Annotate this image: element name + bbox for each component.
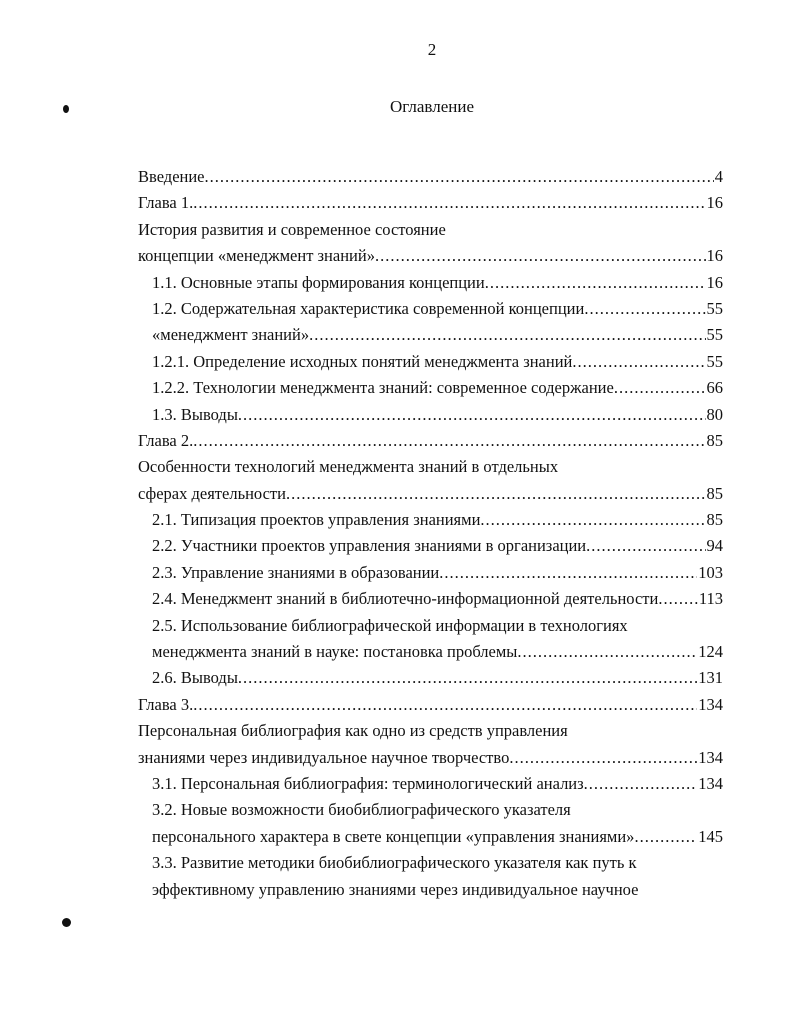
toc-leader-dots bbox=[584, 298, 705, 320]
toc-leader-dots bbox=[238, 667, 697, 689]
toc-page-number: 55 bbox=[706, 325, 723, 345]
toc-entry bbox=[138, 799, 723, 825]
toc-leader-dots bbox=[586, 535, 705, 557]
toc-leader-dots bbox=[238, 404, 706, 426]
toc-entry-text: Введение bbox=[138, 167, 205, 186]
toc-entry-text: «менеджмент знаний» bbox=[152, 325, 310, 345]
page-number: 2 bbox=[427, 40, 437, 59]
toc-entry-text: 3.2. Новые возможности биобиблиографического указателя bbox=[152, 800, 571, 820]
toc-entry-text: персонального характера в свете концепции «управления знаниями» bbox=[152, 826, 635, 846]
toc-entry-text: 2.6. Выводы bbox=[152, 668, 238, 688]
toc-entry bbox=[138, 404, 723, 430]
toc-entry bbox=[138, 535, 723, 561]
toc-page-number: 134 bbox=[698, 694, 723, 714]
toc-entry-text: 1.2.1. Определение исходных понятий менеджмента знаний bbox=[152, 351, 573, 371]
toc-entry-text: 3.1. Персональная библиография: терминологический анализ bbox=[152, 773, 584, 793]
toc-leader-dots bbox=[658, 588, 698, 610]
toc-page-number: 131 bbox=[698, 668, 723, 688]
toc-page-number: 85 bbox=[706, 510, 723, 530]
toc-page-number: 4 bbox=[714, 167, 723, 186]
toc-page-number: 55 bbox=[706, 298, 723, 318]
toc-entry-text: 1.3. Выводы bbox=[152, 404, 238, 424]
toc-entry-text: 2.1. Типизация проектов управления знаниями bbox=[152, 510, 481, 530]
toc-leader-dots bbox=[572, 351, 705, 373]
toc-page-number: 85 bbox=[706, 483, 723, 503]
table-of-contents bbox=[138, 166, 723, 905]
toc-leader-dots bbox=[439, 562, 697, 584]
toc-leader-dots bbox=[480, 509, 705, 531]
toc-entry bbox=[138, 773, 723, 799]
toc-leader-dots bbox=[634, 826, 697, 848]
toc-page-number: 55 bbox=[706, 351, 723, 371]
toc-entry bbox=[138, 720, 723, 746]
toc-entry bbox=[138, 456, 723, 482]
toc-entry-text: сферах деятельности bbox=[138, 483, 286, 503]
toc-entry bbox=[138, 562, 723, 588]
toc-leader-dots bbox=[584, 773, 698, 795]
toc-entry bbox=[138, 852, 723, 878]
toc-entry-text: 2.5. Использование библиографической информации в технологиях bbox=[152, 615, 628, 635]
toc-entry bbox=[138, 483, 723, 509]
toc-entry-text: Глава 2. bbox=[138, 430, 194, 450]
toc-entry-text: 1.2.2. Технологии менеджмента знаний: современное содержание bbox=[152, 378, 614, 398]
toc-entry-text: 2.3. Управление знаниями в образовании bbox=[152, 562, 440, 582]
toc-page-number: 124 bbox=[698, 642, 723, 662]
toc-leader-dots bbox=[286, 483, 706, 505]
toc-page-number: 16 bbox=[706, 272, 723, 292]
toc-page-number: 134 bbox=[698, 747, 723, 767]
toc-entry bbox=[138, 324, 723, 350]
toc-page-number: 103 bbox=[698, 562, 723, 582]
toc-entry bbox=[138, 219, 723, 245]
toc-entry-text: История развития и современное состояние bbox=[138, 219, 446, 239]
toc-leader-dots bbox=[193, 694, 697, 716]
toc-entry bbox=[138, 166, 723, 192]
toc-entry bbox=[138, 694, 723, 720]
toc-entry-text: Глава 1. bbox=[138, 193, 194, 213]
toc-entry bbox=[138, 377, 723, 403]
toc-leader-dots bbox=[205, 166, 714, 188]
toc-leader-dots bbox=[614, 377, 706, 399]
toc-entry bbox=[138, 298, 723, 324]
toc-page-number: 16 bbox=[706, 246, 723, 266]
toc-entry bbox=[138, 667, 723, 693]
toc-page-number: 66 bbox=[706, 378, 723, 398]
toc-entry bbox=[138, 430, 723, 456]
toc-page-number: 134 bbox=[698, 773, 723, 793]
toc-page-number: 113 bbox=[698, 589, 723, 609]
toc-entry bbox=[138, 588, 723, 614]
toc-entry-text: знаниями через индивидуальное научное творчество bbox=[138, 747, 510, 767]
toc-entry-text: 1.1. Основные этапы формирования концепции bbox=[152, 272, 485, 292]
toc-entry bbox=[138, 192, 723, 218]
toc-entry-text: менеджмента знаний в науке: постановка проблемы bbox=[152, 642, 518, 662]
toc-entry bbox=[138, 615, 723, 641]
toc-entry bbox=[138, 351, 723, 377]
toc-leader-dots bbox=[309, 324, 705, 346]
toc-leader-dots bbox=[485, 272, 706, 294]
toc-entry bbox=[138, 272, 723, 298]
toc-entry-text: концепции «менеджмент знаний» bbox=[138, 246, 375, 266]
toc-entry bbox=[138, 641, 723, 667]
toc-page-number: 16 bbox=[706, 193, 723, 213]
toc-entry-text: эффективному управлению знаниями через индивидуальное научное bbox=[152, 879, 639, 899]
toc-entry-text: 3.3. Развитие методики биобиблиографического указателя как путь к bbox=[152, 853, 637, 873]
toc-entry-text: Глава 3. bbox=[138, 694, 194, 714]
toc-leader-dots bbox=[193, 192, 705, 214]
toc-page-number: 94 bbox=[706, 536, 723, 556]
toc-entry-text: 1.2. Содержательная характеристика современной концепции bbox=[152, 298, 585, 318]
toc-title: Оглавление bbox=[390, 97, 474, 116]
toc-entry bbox=[138, 826, 723, 852]
toc-leader-dots bbox=[509, 747, 697, 769]
toc-entry bbox=[138, 747, 723, 773]
toc-entry bbox=[138, 509, 723, 535]
toc-leader-dots bbox=[375, 245, 706, 267]
toc-page-number: 80 bbox=[706, 404, 723, 424]
toc-entry-text: Персональная библиография как одно из средств управления bbox=[138, 721, 568, 741]
scan-mark bbox=[63, 105, 69, 113]
toc-leader-dots bbox=[193, 430, 705, 452]
toc-page-number: 145 bbox=[698, 826, 723, 846]
scan-mark bbox=[62, 918, 71, 927]
toc-entry-text: Особенности технологий менеджмента знаний в отдельных bbox=[138, 457, 559, 477]
toc-entry-text: 2.4. Менеджмент знаний в библиотечно-информационной деятельности bbox=[152, 589, 659, 609]
toc-entry bbox=[138, 879, 723, 905]
toc-leader-dots bbox=[517, 641, 697, 663]
toc-page-number: 85 bbox=[706, 430, 723, 450]
toc-entry-text: 2.2. Участники проектов управления знаниями в организации bbox=[152, 536, 587, 556]
toc-entry bbox=[138, 245, 723, 271]
